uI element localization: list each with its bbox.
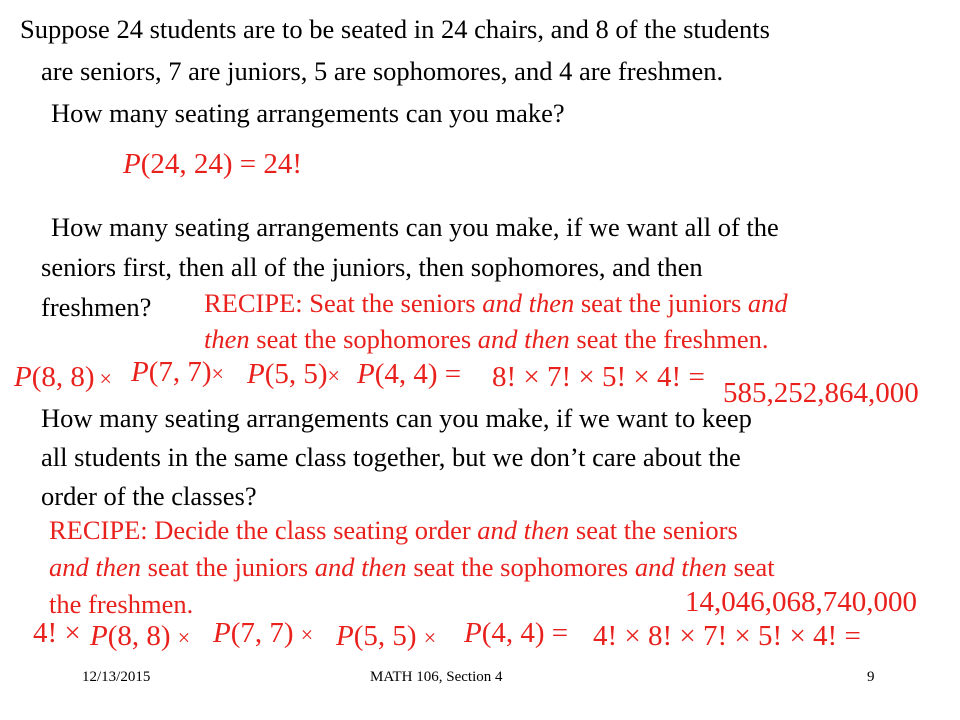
equation-2-term-1: P(8, 8) × — [14, 361, 112, 393]
times-sign: × — [327, 363, 340, 388]
recipe-3-line-1: RECIPE: Decide the class seating order and then seat the seniors — [49, 515, 738, 545]
intro-line-2: are seniors, 7 are juniors, 5 are sophomores, and 4 are freshmen. — [41, 56, 724, 86]
equation-2-term-4: P(4, 4) = — [357, 358, 462, 390]
recipe-2-line-1: RECIPE: Seat the seniors and then seat the juniors and — [204, 288, 788, 318]
question-2-line-3: freshmen? — [41, 292, 152, 322]
equation-3-factorials: 4! × 8! × 7! × 5! × 4! = — [593, 620, 861, 652]
equation-2-factorials: 8! × 7! × 5! × 4! = — [492, 361, 705, 393]
equation-3-lead: 4! × — [33, 617, 81, 649]
footer-page-number: 9 — [867, 669, 875, 685]
equation-2-term-3: P(5, 5)× — [247, 358, 340, 390]
intro-line-1: Suppose 24 students are to be seated in 24 chairs, and 8 of the students — [20, 14, 770, 44]
times-sign: × — [211, 361, 224, 386]
question-1: How many seating arrangements can you make? — [51, 98, 565, 128]
equation-3-result: 14,046,068,740,000 — [685, 586, 917, 618]
recipe-3-line-2: and then seat the juniors and then seat the sophomores and then seat — [49, 552, 775, 582]
times-sign: × — [300, 622, 314, 647]
recipe-2-line-2: then seat the sophomores and then seat the freshmen. — [204, 324, 769, 354]
recipe-3-line-3: the freshmen. — [49, 589, 194, 619]
equation-3-term-1: P(8, 8) × — [90, 620, 191, 652]
question-3-line-2: all students in the same class together, but we don’t care about the — [41, 442, 741, 472]
equation-3-term-4: P(4, 4) = — [464, 617, 569, 649]
question-3-line-1: How many seating arrangements can you make, if we want to keep — [41, 403, 752, 433]
question-3-line-3: order of the classes? — [41, 481, 257, 511]
footer-course: MATH 106, Section 4 — [370, 669, 503, 685]
answer-1 — [123, 148, 302, 180]
equation-2-term-2: P(7, 7)× — [131, 356, 224, 388]
equation-3-term-2: P(7, 7) × — [213, 617, 314, 649]
times-sign: × — [177, 625, 191, 650]
equation-2-result: 585,252,864,000 — [723, 377, 919, 409]
times-sign: × — [99, 366, 112, 391]
question-2-line-2: seniors first, then all of the juniors, then sophomores, and then — [41, 252, 703, 282]
equation-3-term-3: P(5, 5) × — [336, 620, 437, 652]
answer-1-P: P — [123, 148, 141, 180]
times-sign: × — [423, 625, 437, 650]
footer-date: 12/13/2015 — [82, 669, 151, 685]
answer-1-rest: (24, 24) = 24! — [140, 148, 303, 180]
question-2-line-1: How many seating arrangements can you make, if we want all of the — [51, 212, 779, 242]
